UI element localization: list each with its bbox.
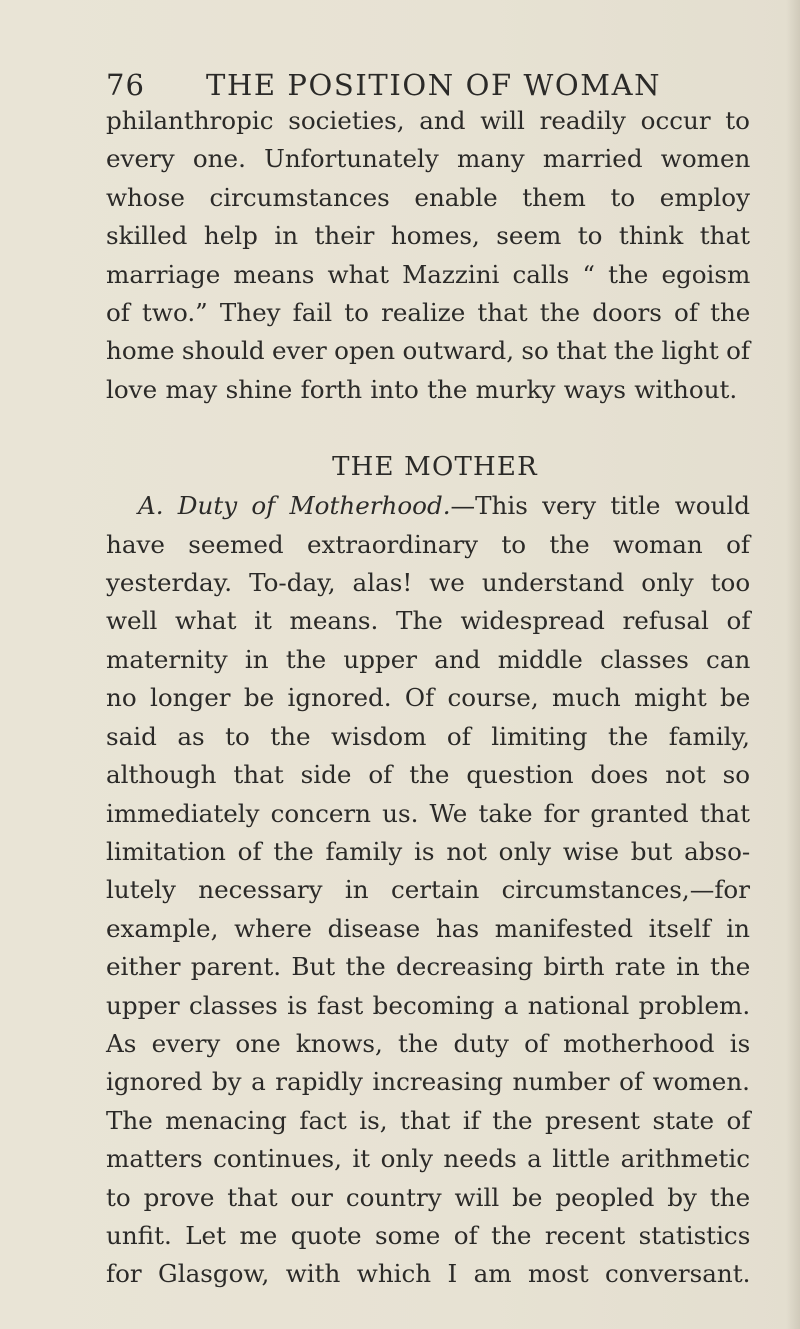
text-line: ignored by a rapidly increasing number of women. [106,1067,750,1097]
text-line: lutely necessary in certain circumstances,—for [106,875,750,905]
paragraph-lead-line [106,487,750,525]
text-line: As every one knows, the duty of motherhood is [106,1028,751,1058]
text-line: matters continues, it only needs a little arithmetic [106,1144,750,1174]
text-line: no longer be ignored. Of course, much might be [106,683,751,713]
text-line: immediately concern us. We take for granted that [106,798,750,828]
text-line: whose circumstances enable them to employ [106,182,750,212]
section-heading: THE MOTHER [332,452,538,483]
text-line: although that side of the question does not so [106,760,751,790]
text-line: maternity in the upper and middle classes can [106,644,751,674]
text-line: have seemed extraordinary to the woman of [106,529,750,559]
subsection-title: A. Duty of Motherhood. [138,491,451,521]
text-line: love may shine forth into the murky ways without. [106,374,738,404]
text-line: upper classes is fast becoming a national problem. [106,990,751,1020]
page-number: 76 [106,68,145,102]
paragraph-2 [106,487,750,1294]
text-line: yesterday. To-day, alas! we understand only too [106,568,751,598]
text-line: either parent. But the decreasing birth rate in the [106,952,751,982]
text-line: unfit. Let me quote some of the recent statistics [106,1220,751,1250]
text-line: for Glasgow, with which I am most conversant. [106,1259,751,1289]
text-line: well what it means. The widespread refusal of [106,606,751,636]
text-line: said as to the wisdom of limiting the family, [106,721,750,751]
text-line: philanthropic societies, and will readily occur to [106,106,750,135]
running-head [106,42,750,100]
text-line: every one. Unfortunately many married women [106,144,751,174]
text-line: marriage means what Mazzini calls “ the egoism [106,259,751,289]
page-edge-shadow [786,0,800,1329]
text-line: of two.” They fail to realize that the doors of the [106,298,751,328]
text-line: home should ever open outward, so that the light of [106,336,750,366]
text-line: skilled help in their homes, seem to think that [106,221,750,251]
lead-text: —This very title would [450,491,751,521]
text-line: The menacing fact is, that if the present state of [106,1105,751,1135]
paragraph-1 [106,102,750,409]
text-line: to prove that our country will be peopled by the [106,1182,751,1212]
running-title: THE POSITION OF WOMAN [206,68,662,102]
text-block [106,42,750,1294]
text-line: example, where disease has manifested itself in [106,913,750,943]
text-line: limitation of the family is not only wise but abso- [106,836,751,866]
